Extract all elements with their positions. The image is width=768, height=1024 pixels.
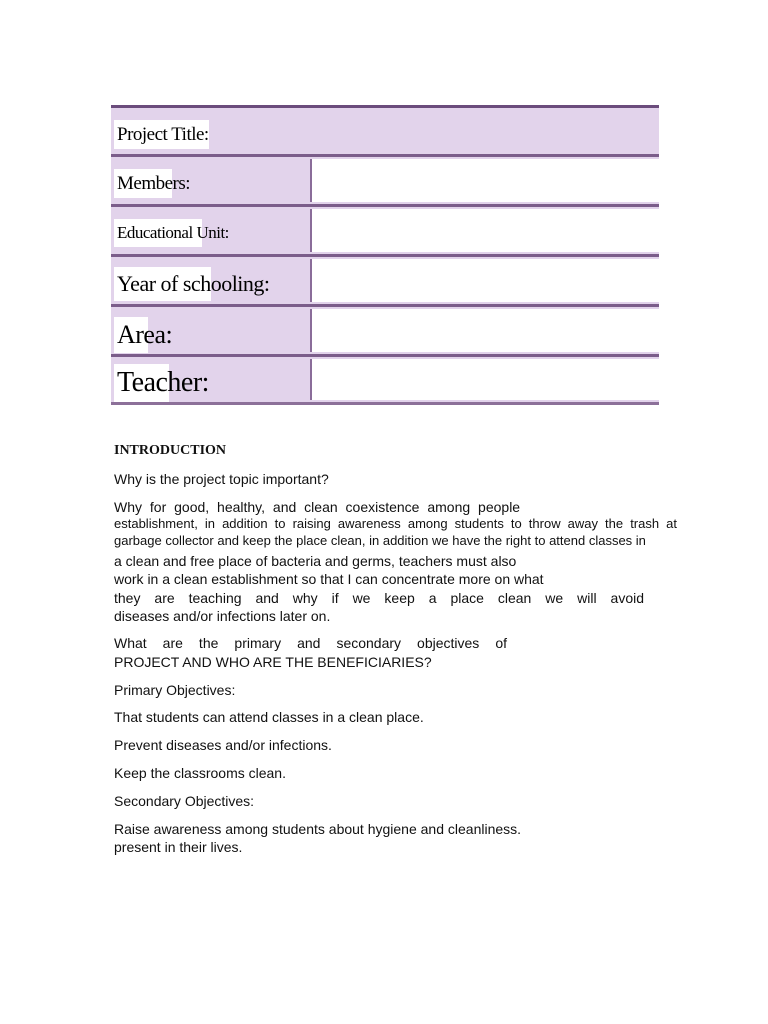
project-info-table xyxy=(111,105,659,405)
teacher-label: Teacher: xyxy=(114,364,169,402)
intro-line-2: establishment, in addition to raising awareness among students to throw away the trash at xyxy=(114,516,677,531)
intro-line-6: they are teaching and why if we keep a place clean we will avoid xyxy=(114,590,644,606)
educational-unit-label: Educational Unit: xyxy=(114,219,202,247)
secondary-objectives-heading: Secondary Objectives: xyxy=(114,793,255,809)
teacher-field[interactable] xyxy=(310,359,659,400)
teacher-row xyxy=(111,354,659,402)
question-importance: Why is the project topic important? xyxy=(114,471,329,487)
members-row xyxy=(111,154,659,204)
question-objectives-line-2: PROJECT AND WHO ARE THE BENEFICIARIES? xyxy=(114,654,432,670)
primary-objective-2: Prevent diseases and/or infections. xyxy=(114,737,332,753)
intro-line-5: work in a clean establishment so that I can concentrate more on what xyxy=(114,571,544,587)
members-field[interactable] xyxy=(310,159,659,202)
intro-line-7: diseases and/or infections later on. xyxy=(114,608,331,624)
intro-line-4: a clean and free place of bacteria and germs, teachers must also xyxy=(114,553,517,569)
secondary-objective-1-continued: present in their lives. xyxy=(114,839,243,855)
primary-objectives-heading: Primary Objectives: xyxy=(114,682,236,698)
area-row xyxy=(111,304,659,354)
project-title-label: Project Title: xyxy=(114,120,209,149)
intro-line-1: Why for good, healthy, and clean coexistence among people xyxy=(114,499,521,515)
project-title-row xyxy=(111,108,659,154)
primary-objective-3: Keep the classrooms clean. xyxy=(114,765,286,781)
year-of-schooling-row xyxy=(111,254,659,304)
educational-unit-row xyxy=(111,204,659,254)
year-of-schooling-label: Year of schooling: xyxy=(114,267,211,301)
year-of-schooling-field[interactable] xyxy=(310,259,659,302)
area-field[interactable] xyxy=(310,309,659,352)
secondary-objective-1: Raise awareness among students about hygiene and cleanliness. xyxy=(114,821,522,837)
primary-objective-1: That students can attend classes in a clean place. xyxy=(114,709,424,725)
intro-line-3: garbage collector and keep the place clean, in addition we have the right to attend classes in xyxy=(114,533,646,548)
question-objectives-line-1: What are the primary and secondary objectives of xyxy=(114,635,507,651)
members-label: Members: xyxy=(114,169,172,198)
introduction-heading: INTRODUCTION xyxy=(114,443,227,458)
area-label: Area: xyxy=(114,317,148,353)
educational-unit-field[interactable] xyxy=(310,209,659,252)
